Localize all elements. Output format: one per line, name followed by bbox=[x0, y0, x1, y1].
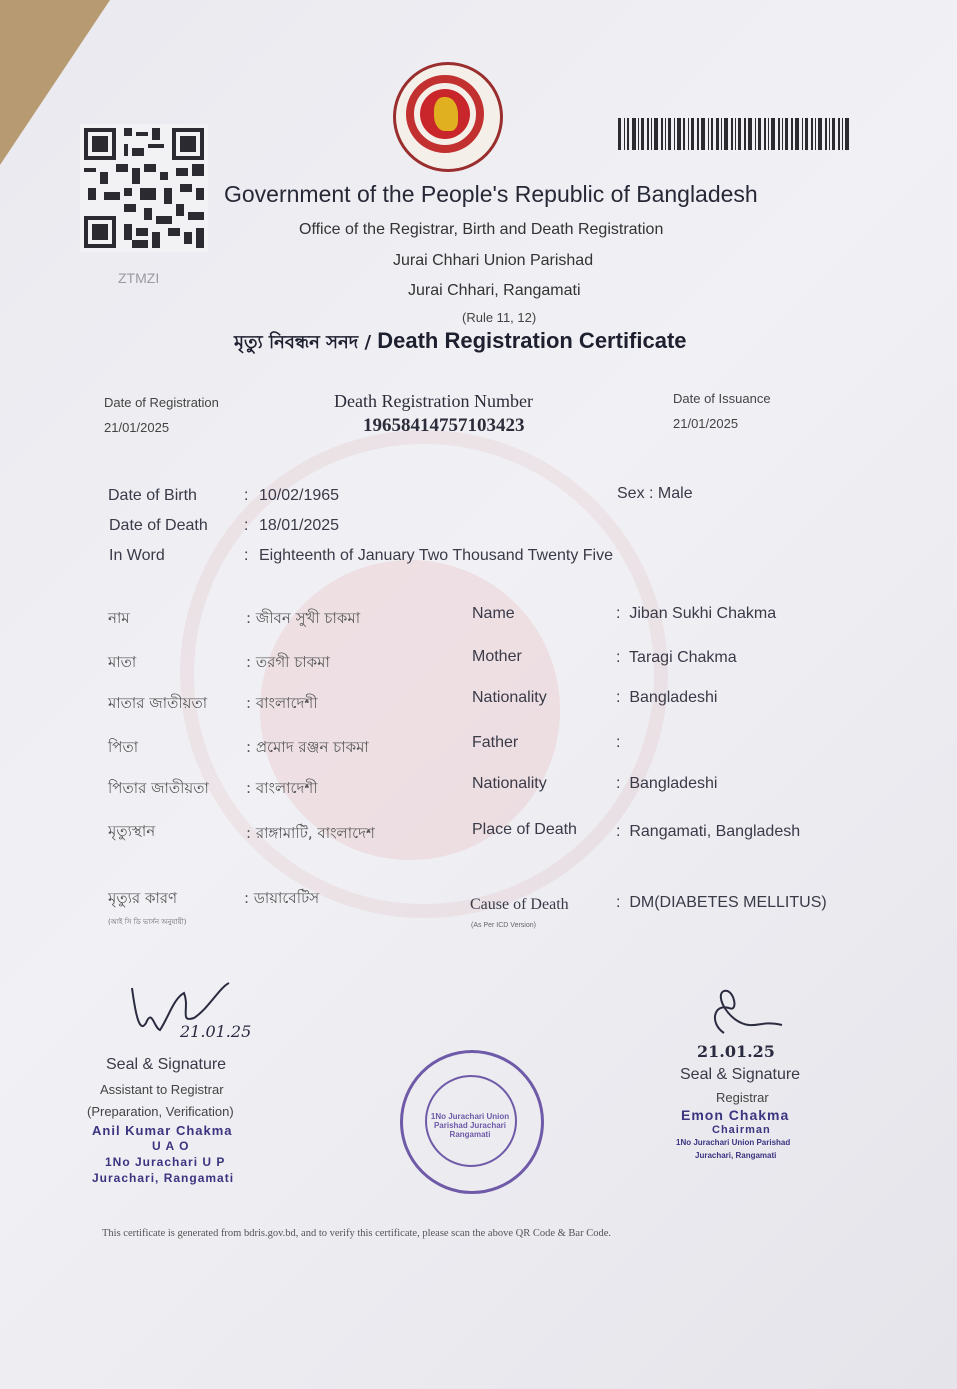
right-seal-label: Seal & Signature bbox=[680, 1066, 801, 1083]
detail-en-value: : Bangladeshi bbox=[616, 775, 718, 792]
detail-bn-value: : বাংলাদেশী bbox=[246, 694, 318, 712]
colon: : bbox=[244, 547, 249, 564]
detail-en-value: : bbox=[616, 734, 625, 751]
union-name: Jurai Chhari Union Parishad bbox=[393, 252, 594, 269]
detail-bn-value: : প্রমোদ রঞ্জন চাকমা bbox=[246, 738, 369, 756]
issuance-date: 21/01/2025 bbox=[673, 416, 739, 431]
seal-text: 1No Jurachari Union Parishad Jurachari Rangamati bbox=[430, 1112, 510, 1139]
detail-en-label: Mother bbox=[472, 648, 522, 665]
certificate-title-en: Death Registration Certificate bbox=[377, 328, 687, 353]
right-signer-place: Jurachari, Rangamati bbox=[695, 1151, 777, 1160]
certificate-title bbox=[234, 328, 687, 359]
cause-en-value: : DM(DIABETES MELLITUS) bbox=[616, 894, 827, 911]
government-title: Government of the People's Republic of Bangladesh bbox=[224, 181, 758, 207]
detail-bn-label: মৃত্যুস্থান bbox=[108, 822, 156, 840]
registration-date-label: Date of Registration bbox=[104, 395, 219, 410]
detail-bn-value: : রাঙ্গামাটি, বাংলাদেশ bbox=[246, 824, 375, 842]
sex: Sex : Male bbox=[617, 485, 693, 502]
left-signer-title: U A O bbox=[152, 1139, 190, 1153]
detail-en-label: Nationality bbox=[472, 689, 547, 706]
detail-en-label: Place of Death bbox=[472, 821, 577, 838]
left-handwritten-date: 21.01.25 bbox=[180, 1022, 252, 1041]
detail-en-value: : Rangamati, Bangladesh bbox=[616, 823, 801, 840]
detail-bn-label: মাতা bbox=[108, 653, 137, 671]
left-signer-office: 1No Jurachari U P bbox=[105, 1155, 226, 1169]
rule-reference: (Rule 11, 12) bbox=[462, 310, 537, 325]
registration-date: 21/01/2025 bbox=[104, 420, 170, 435]
detail-en-value: : Bangladeshi bbox=[616, 689, 718, 706]
left-signer-place: Jurachari, Rangamati bbox=[92, 1171, 235, 1185]
left-signer-role-note: (Preparation, Verification) bbox=[87, 1104, 234, 1119]
qr-code-label: ZTMZI bbox=[118, 270, 160, 286]
left-seal-label: Seal & Signature bbox=[106, 1056, 227, 1073]
barcode[interactable] bbox=[618, 118, 850, 150]
detail-bn-value: : জীবন সুখী চাকমা bbox=[246, 609, 361, 627]
cause-en-sub: (As Per ICD Version) bbox=[471, 922, 536, 929]
qr-code[interactable] bbox=[80, 123, 208, 253]
right-signer-name: Emon Chakma bbox=[681, 1107, 790, 1123]
left-signer-name: Anil Kumar Chakma bbox=[92, 1123, 233, 1138]
colon: : bbox=[244, 517, 249, 534]
detail-bn-label: নাম bbox=[108, 609, 130, 627]
colon: : bbox=[244, 487, 249, 504]
detail-bn-label: মাতার জাতীয়তা bbox=[108, 694, 208, 712]
birth-date-label: Date of Birth bbox=[108, 487, 197, 504]
detail-bn-value: : তরগী চাকমা bbox=[246, 653, 330, 671]
cause-bn-sub: (আই সি ডি ভার্সন অনুযায়ী) bbox=[108, 918, 187, 926]
registration-number: 19658414757103423 bbox=[363, 415, 525, 436]
right-signer-office: 1No Jurachari Union Parishad bbox=[676, 1138, 791, 1147]
cause-bn-label: মৃত্যুর কারণ bbox=[108, 889, 178, 907]
registration-number-label: Death Registration Number bbox=[334, 391, 533, 411]
death-date: 18/01/2025 bbox=[259, 517, 340, 534]
certificate-title-bn: মৃত্যু নিবন্ধন সনদ / bbox=[234, 332, 372, 353]
footer-note: This certificate is generated from bdris.gov.bd, and to verify this certificate, please scan the above QR Code & Bar Code. bbox=[102, 1228, 611, 1239]
death-date-word: Eighteenth of January Two Thousand Twenty Five bbox=[259, 547, 613, 564]
detail-en-label: Name bbox=[472, 605, 515, 622]
cause-bn-value: : ডায়াবেটিস bbox=[244, 889, 320, 907]
detail-bn-value: : বাংলাদেশী bbox=[246, 779, 318, 797]
issuance-date-label: Date of Issuance bbox=[673, 391, 771, 406]
birth-date: 10/02/1965 bbox=[259, 487, 340, 504]
detail-bn-label: পিতা bbox=[108, 738, 139, 756]
detail-bn-label: পিতার জাতীয়তা bbox=[108, 779, 209, 797]
office-location: Jurai Chhari, Rangamati bbox=[408, 282, 581, 299]
office-name: Office of the Registrar, Birth and Death Registration bbox=[299, 221, 664, 238]
cause-en-label: Cause of Death bbox=[470, 896, 569, 913]
detail-en-label: Nationality bbox=[472, 775, 547, 792]
right-handwritten-signature bbox=[694, 983, 794, 1043]
detail-en-value: : Taragi Chakma bbox=[616, 649, 737, 666]
detail-en-label: Father bbox=[472, 734, 519, 751]
death-date-label: Date of Death bbox=[109, 517, 208, 534]
right-handwritten-date: 21.01.25 bbox=[697, 1042, 775, 1061]
death-date-word-label: In Word bbox=[109, 547, 165, 564]
right-signer-title: Chairman bbox=[712, 1124, 771, 1136]
government-emblem-icon bbox=[393, 62, 503, 172]
detail-en-value: : Jiban Sukhi Chakma bbox=[616, 605, 777, 622]
right-signer-role: Registrar bbox=[716, 1090, 769, 1105]
left-signer-role: Assistant to Registrar bbox=[100, 1082, 224, 1097]
